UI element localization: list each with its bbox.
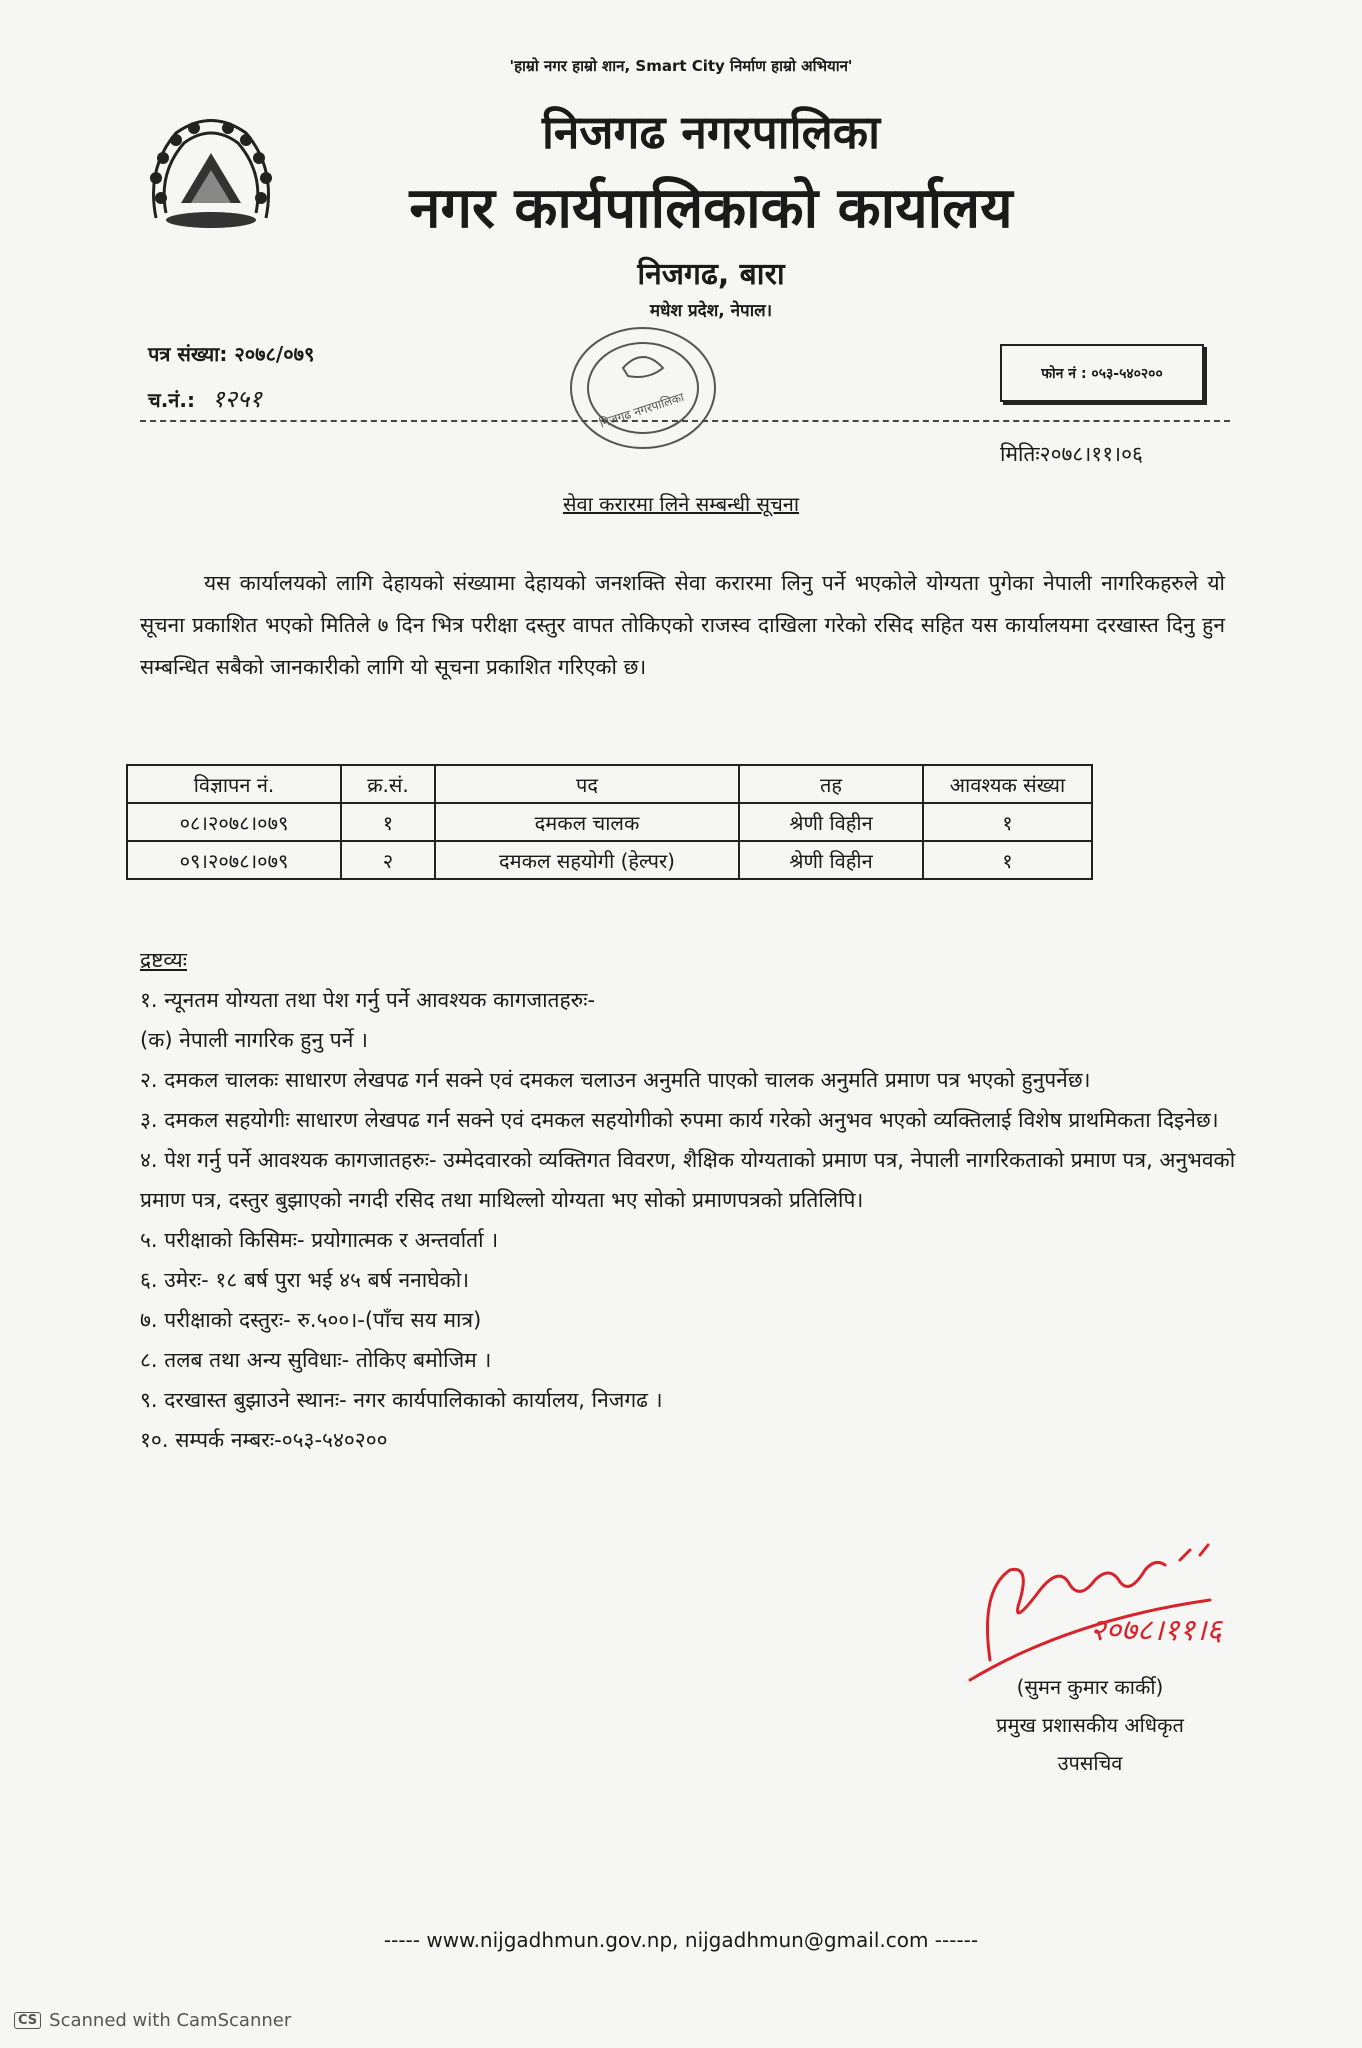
- notes-section: [140, 940, 1240, 1460]
- stamp-text: निजगढ नगरपालिका: [597, 389, 686, 431]
- office-province: मधेश प्रदेश, नेपाल।: [649, 301, 773, 321]
- table-row: [127, 803, 1092, 841]
- table-cell: २: [341, 841, 435, 879]
- table-cell: श्रेणी विहीन: [739, 803, 923, 841]
- divider: [140, 420, 1230, 422]
- table-cell: १: [923, 803, 1092, 841]
- table-header: आवश्यक संख्या: [923, 765, 1092, 803]
- note-item: २. दमकल चालकः साधारण लेखपढ गर्न सक्ने एवं दमकल चलाउन अनुमति पाएको चालक अनुमति प्रमाण पत्र भएको हुनुपर्नेछ।: [140, 1068, 1091, 1092]
- note-item: १०. सम्पर्क नम्बरः-०५३-५४०२००: [140, 1428, 388, 1452]
- note-item: ८. तलब तथा अन्य सुविधाः- तोकिए बमोजिम ।: [140, 1348, 492, 1372]
- table-header: विज्ञापन नं.: [127, 765, 341, 803]
- positions-table: [126, 764, 1093, 880]
- office-stamp: [548, 318, 738, 478]
- table-header-row: [127, 765, 1092, 803]
- table-header: पद: [435, 765, 739, 803]
- note-item: ४. पेश गर्नु पर्ने आवश्यक कागजातहरुः- उम्मेदवारको व्यक्तिगत विवरण, शैक्षिक योग्यताको प्रमाण पत्र, नेपाली नागरिकताको प्रमाण पत्र, अनुभवको प्रमाण पत्र, दस्तुर बुझाएको नगदी रसिद तथा माथिल्लो योग्यता भए सोको प्रमाणपत्रको प्रतिलिपि।: [140, 1148, 1236, 1212]
- dispatch-number: [148, 382, 262, 415]
- signatory-rank: उपसचिव: [1057, 1751, 1123, 1775]
- note-item: ९. दरखास्त बुझाउने स्थानः- नगर कार्यपालिकाको कार्यालय, निजगढ ।: [140, 1388, 663, 1412]
- watermark-text: Scanned with CamScanner: [49, 2010, 292, 2031]
- signature-date: २०७८।११।६: [1090, 1613, 1222, 1648]
- table-cell: श्रेणी विहीन: [739, 841, 923, 879]
- tagline: 'हाम्रो नगर हाम्रो शान, Smart City निर्माण हाम्रो अभियान': [509, 57, 853, 75]
- office-location: निजगढ, बारा: [637, 257, 785, 292]
- footer-contact: ----- www.nijgadhmun.gov.np, nijgadhmun@gmail.com ------: [383, 1928, 979, 1952]
- table-cell: दमकल चालक: [435, 803, 739, 841]
- note-item: ६. उमेरः- १८ बर्ष पुरा भई ४५ बर्ष ननाघेको।: [140, 1268, 470, 1292]
- office-name: नगर कार्यपालिकाको कार्यालय: [409, 176, 1013, 241]
- letter-date: मितिः२०७८।११।०६: [1000, 442, 1143, 466]
- subject: सेवा करारमा लिने सम्बन्धी सूचना: [562, 492, 800, 516]
- cs-logo-icon: CS: [14, 2012, 41, 2029]
- note-item: (क) नेपाली नागरिक हुनु पर्ने ।: [140, 1028, 369, 1052]
- note-item: १. न्यूनतम योग्यता तथा पेश गर्नु पर्ने आवश्यक कागजातहरुः-: [140, 988, 596, 1012]
- table-cell: दमकल सहयोगी (हेल्पर): [435, 841, 739, 879]
- notice-body: यस कार्यालयको लागि देहायको संख्यामा देहायको जनशक्ति सेवा करारमा लिनु पर्ने भएकोले योग्यता पुगेका नेपाली नागरिकहरुले यो सूचना प्रकाशित भएको मितिले ७ दिन भित्र परीक्षा दस्तुर वापत तोकिएको राजस्व दाखिला गरेको रसिद सहित यस कार्यालयमा दरखास्त दिनु हुन सम्बन्धित सबैको जानकारीको लागि यो सूचना प्रकाशित गरिएको छ।: [140, 571, 1225, 679]
- table-cell: ०८।२०७८।०७९: [127, 803, 341, 841]
- phone-box: [1000, 344, 1204, 402]
- table-header: तह: [739, 765, 923, 803]
- signature-block: [940, 1668, 1240, 1782]
- table-cell: १: [341, 803, 435, 841]
- dispatch-number-label: च.नं.:: [148, 388, 195, 412]
- note-item: ५. परीक्षाको किसिमः- प्रयोगात्मक र अन्तर्वार्ता ।: [140, 1228, 499, 1252]
- note-item: ३. दमकल सहयोगीः साधारण लेखपढ गर्न सक्ने एवं दमकल सहयोगीको रुपमा कार्य गरेको अनुभव भएको व्यक्तिलाई विशेष प्राथमिकता दिइनेछ।: [140, 1108, 1219, 1132]
- signatory-name: (सुमन कुमार कार्की): [1016, 1675, 1164, 1699]
- note-item: ७. परीक्षाको दस्तुरः- रु.५००।-(पाँच सय मात्र): [140, 1308, 482, 1332]
- municipality-name: निजगढ नगरपालिका: [541, 105, 880, 159]
- signatory-designation: प्रमुख प्रशासकीय अधिकृत: [996, 1713, 1184, 1737]
- table-cell: १: [923, 841, 1092, 879]
- letter-number: पत्र संख्या: २०७८/०७९: [148, 342, 315, 366]
- table-row: [127, 841, 1092, 879]
- phone-number: फोन नं : ०५३-५४०२००: [1041, 365, 1163, 382]
- camscanner-watermark: [14, 2010, 291, 2031]
- table-header: क्र.सं.: [341, 765, 435, 803]
- notes-heading: द्रष्टव्यः: [140, 948, 188, 972]
- table-cell: ०९।२०७८।०७९: [127, 841, 341, 879]
- dispatch-number-value: १२५१: [211, 385, 262, 413]
